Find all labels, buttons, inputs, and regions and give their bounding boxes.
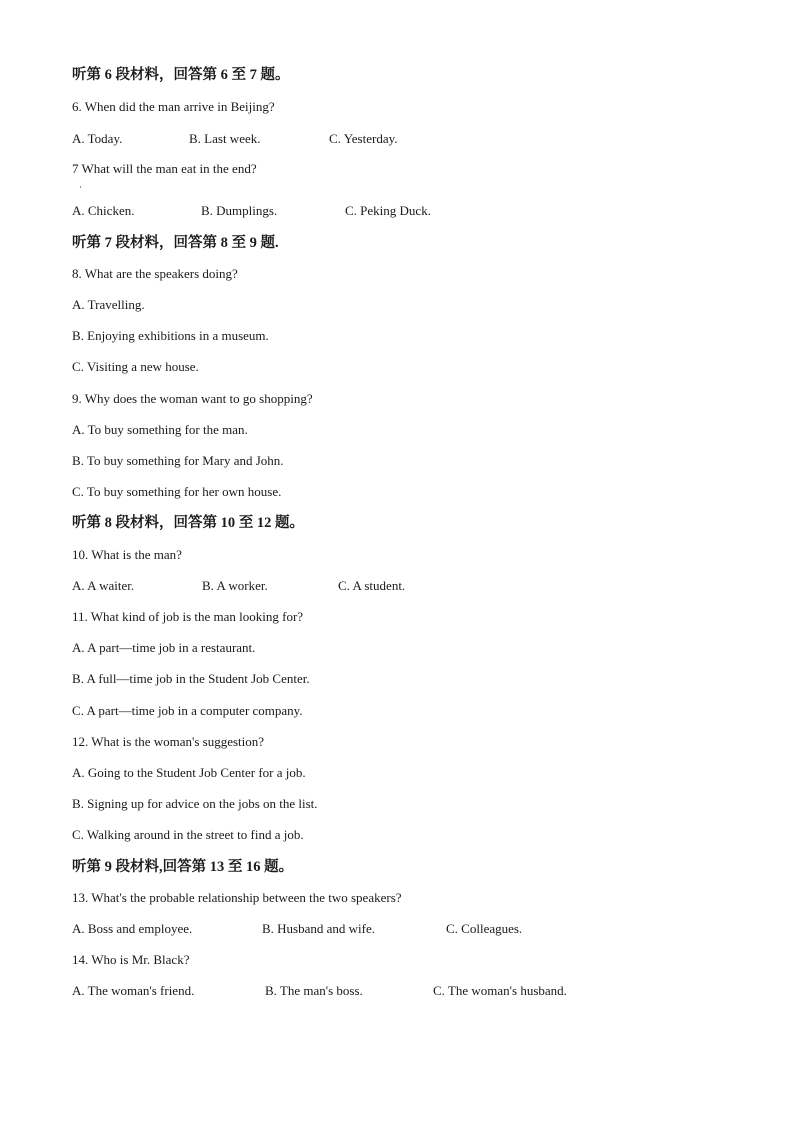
question-11: 11. What kind of job is the man looking for? (72, 609, 304, 624)
question-13-option-c: C. Colleagues. (446, 921, 523, 936)
question-11-option-b: B. A full—time job in the Student Job Center. (72, 671, 310, 686)
question-14-option-c: C. The woman's husband. (433, 983, 567, 998)
question-7-option-c: C. Peking Duck. (345, 203, 431, 218)
question-14-option-a: A. The woman's friend. (72, 983, 195, 998)
question-12-option-b: B. Signing up for advice on the jobs on the list. (72, 796, 318, 811)
section-heading-1: 听第 6 段材料，回答第 6 至 7 题。 (72, 67, 290, 83)
question-6-option-a: A. Today. (72, 131, 123, 146)
question-9-option-b: B. To buy something for Mary and John. (72, 453, 284, 468)
question-13: 13. What's the probable relationship between the two speakers? (72, 890, 402, 905)
question-14-option-b: B. The man's boss. (265, 983, 363, 998)
question-13-option-b: B. Husband and wife. (262, 921, 376, 936)
section-heading-2: 听第 7 段材料，回答第 8 至 9 题. (72, 235, 279, 251)
question-10: 10. What is the man? (72, 547, 182, 562)
question-8: 8. What are the speakers doing? (72, 266, 238, 281)
question-7-option-a: A. Chicken. (72, 203, 135, 218)
question-11-option-a: A. A part—time job in a restaurant. (72, 640, 256, 655)
stray-mark: · (79, 182, 82, 192)
question-12: 12. What is the woman's suggestion? (72, 734, 265, 749)
question-9-option-a: A. To buy something for the man. (72, 422, 248, 437)
question-8-option-c: C. Visiting a new house. (72, 359, 199, 374)
question-6-option-c: C. Yesterday. (329, 131, 398, 146)
question-10-option-c: C. A student. (338, 578, 406, 593)
question-12-option-c: C. Walking around in the street to find a job. (72, 827, 304, 842)
question-12-option-a: A. Going to the Student Job Center for a job. (72, 765, 306, 780)
question-10-option-a: A. A waiter. (72, 578, 135, 593)
question-8-option-b: B. Enjoying exhibitions in a museum. (72, 328, 269, 343)
question-9-option-c: C. To buy something for her own house. (72, 484, 282, 499)
question-10-option-b: B. A worker. (202, 578, 268, 593)
question-11-option-c: C. A part—time job in a computer company. (72, 703, 303, 718)
question-7: 7 What will the man eat in the end? (72, 161, 257, 176)
question-7-option-b: B. Dumplings. (201, 203, 278, 218)
section-heading-3: 听第 8 段材料，回答第 10 至 12 题。 (72, 515, 304, 531)
question-6: 6. When did the man arrive in Beijing? (72, 99, 275, 114)
question-13-option-a: A. Boss and employee. (72, 921, 193, 936)
question-6-option-b: B. Last week. (189, 131, 261, 146)
question-9: 9. Why does the woman want to go shopping? (72, 391, 313, 406)
question-14: 14. Who is Mr. Black? (72, 952, 190, 967)
question-8-option-a: A. Travelling. (72, 297, 145, 312)
section-heading-4: 听第 9 段材料,回答第 13 至 16 题。 (72, 859, 294, 875)
